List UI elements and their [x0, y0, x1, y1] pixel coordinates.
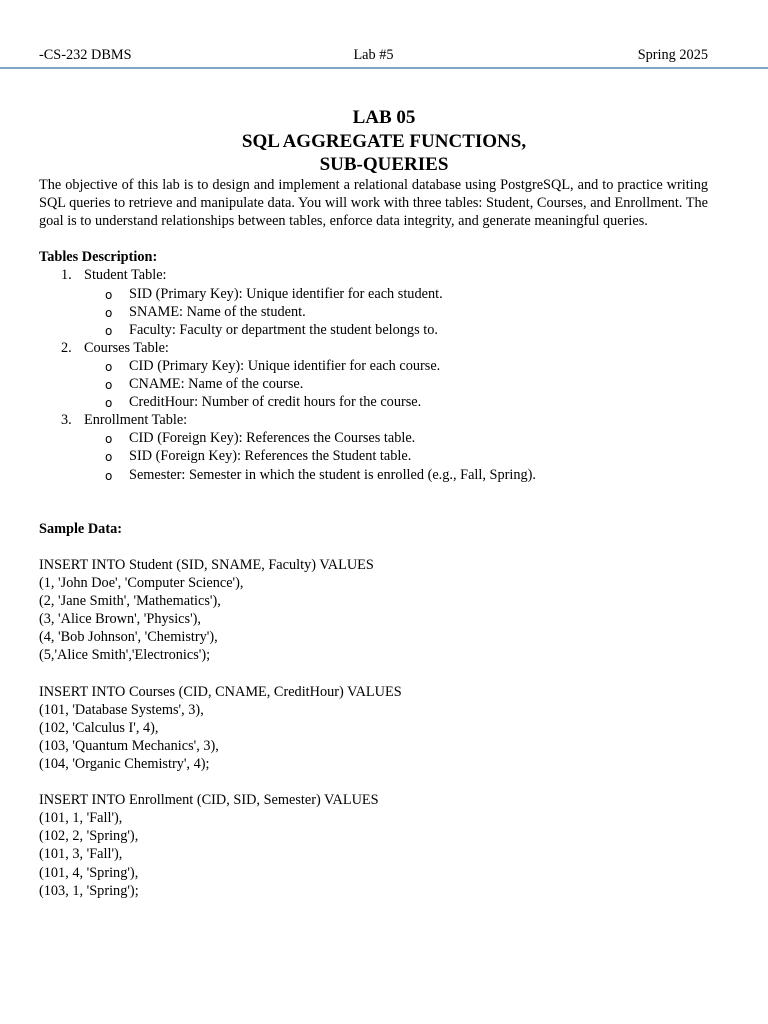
sql-row: (103, 'Quantum Mechanics', 3),	[39, 737, 219, 754]
attribute-description: CNAME: Name of the course.	[129, 376, 304, 393]
sql-row: (101, 4, 'Spring'),	[39, 864, 139, 881]
sql-row: (101, 1, 'Fall'),	[39, 810, 123, 827]
sql-row: (102, 'Calculus I', 4),	[39, 719, 159, 736]
title-line-3: SUB-QUERIES	[319, 154, 449, 176]
spacer	[39, 230, 708, 248]
bullet-icon: o	[105, 468, 113, 483]
title-line-2: SQL AGGREGATE FUNCTIONS,	[241, 130, 527, 152]
attribute-description: CID (Primary Key): Unique identifier for each course.	[129, 357, 441, 374]
header-divider	[0, 67, 768, 69]
list-item	[39, 375, 708, 393]
sql-row: (1, 'John Doe', 'Computer Science'),	[39, 575, 244, 592]
attribute-description: CreditHour: Number of credit hours for the course.	[129, 394, 422, 411]
attribute-description: SID (Foreign Key): References the Student table.	[129, 448, 412, 465]
bullet-icon: o	[105, 450, 113, 465]
sql-row: (101, 3, 'Fall'),	[39, 846, 123, 863]
document-body	[39, 176, 708, 900]
header-course: -CS-232 DBMS	[39, 47, 132, 63]
title-line-1: LAB 05	[352, 107, 416, 128]
table-item-courses	[39, 339, 708, 357]
attribute-description: Faculty: Faculty or department the student belongs to.	[129, 321, 438, 338]
bullet-icon: o	[105, 432, 113, 447]
sql-block-enrollment	[39, 791, 708, 900]
sql-row: (4, 'Bob Johnson', 'Chemistry'),	[39, 629, 218, 646]
spacer	[39, 484, 708, 502]
list-item	[39, 357, 708, 375]
attribute-description: SNAME: Name of the student.	[129, 303, 306, 320]
list-item	[39, 393, 708, 411]
header-lab-number: Lab #5	[353, 47, 394, 63]
sql-row: (3, 'Alice Brown', 'Physics'),	[39, 611, 201, 628]
list-number: 2.	[61, 339, 72, 356]
sql-row: (2, 'Jane Smith', 'Mathematics'),	[39, 593, 221, 610]
attribute-description: SID (Primary Key): Unique identifier for each student.	[129, 285, 443, 302]
page-title	[0, 106, 768, 177]
list-item	[39, 447, 708, 465]
list-item	[39, 466, 708, 484]
spacer	[39, 502, 708, 520]
bullet-icon: o	[105, 359, 113, 374]
sample-data-heading: Sample Data:	[39, 520, 122, 537]
intro-paragraph: The objective of this lab is to design and implement a relational database using PostgreSQL, and to practice writing SQL queries to retrieve and manipulate data. You will work with three tables: Student, Courses, and Enrollment. The goal is to understand relationships between tables, enforce data integrity, and generate meaningful queries.	[39, 177, 708, 230]
bullet-icon: o	[105, 323, 113, 338]
spacer	[39, 665, 708, 683]
sql-insert-header: INSERT INTO Student (SID, SNAME, Faculty) VALUES	[39, 556, 374, 573]
spacer	[39, 538, 708, 556]
attribute-description: Semester: Semester in which the student is enrolled (e.g., Fall, Spring).	[129, 466, 536, 483]
tables-heading: Tables Description:	[39, 249, 158, 266]
sql-row: (101, 'Database Systems', 3),	[39, 701, 204, 718]
table-name: Courses Table:	[84, 339, 169, 356]
sql-block-courses	[39, 683, 708, 773]
list-number: 1.	[61, 267, 72, 284]
table-item-student	[39, 266, 708, 284]
page-header	[39, 47, 708, 65]
bullet-icon: o	[105, 305, 113, 320]
sql-row: (102, 2, 'Spring'),	[39, 828, 139, 845]
bullet-icon: o	[105, 396, 113, 411]
list-number: 3.	[61, 412, 72, 429]
list-item	[39, 321, 708, 339]
table-item-enrollment	[39, 411, 708, 429]
spacer	[39, 773, 708, 791]
list-item	[39, 303, 708, 321]
sql-row: (104, 'Organic Chemistry', 4);	[39, 756, 210, 772]
tables-list	[39, 266, 708, 483]
sql-row: (103, 1, 'Spring');	[39, 882, 139, 899]
attribute-description: CID (Foreign Key): References the Courses table.	[129, 430, 416, 447]
table-name: Student Table:	[84, 267, 167, 284]
header-semester: Spring 2025	[637, 47, 708, 63]
bullet-icon: o	[105, 378, 113, 393]
bullet-icon: o	[105, 287, 113, 302]
sql-insert-header: INSERT INTO Courses (CID, CNAME, CreditHour) VALUES	[39, 683, 402, 700]
sql-block-student	[39, 556, 708, 665]
sql-row: (5,'Alice Smith','Electronics');	[39, 647, 211, 664]
list-item	[39, 285, 708, 303]
table-name: Enrollment Table:	[84, 412, 188, 429]
list-item	[39, 429, 708, 447]
sql-insert-header: INSERT INTO Enrollment (CID, SID, Semester) VALUES	[39, 792, 379, 809]
